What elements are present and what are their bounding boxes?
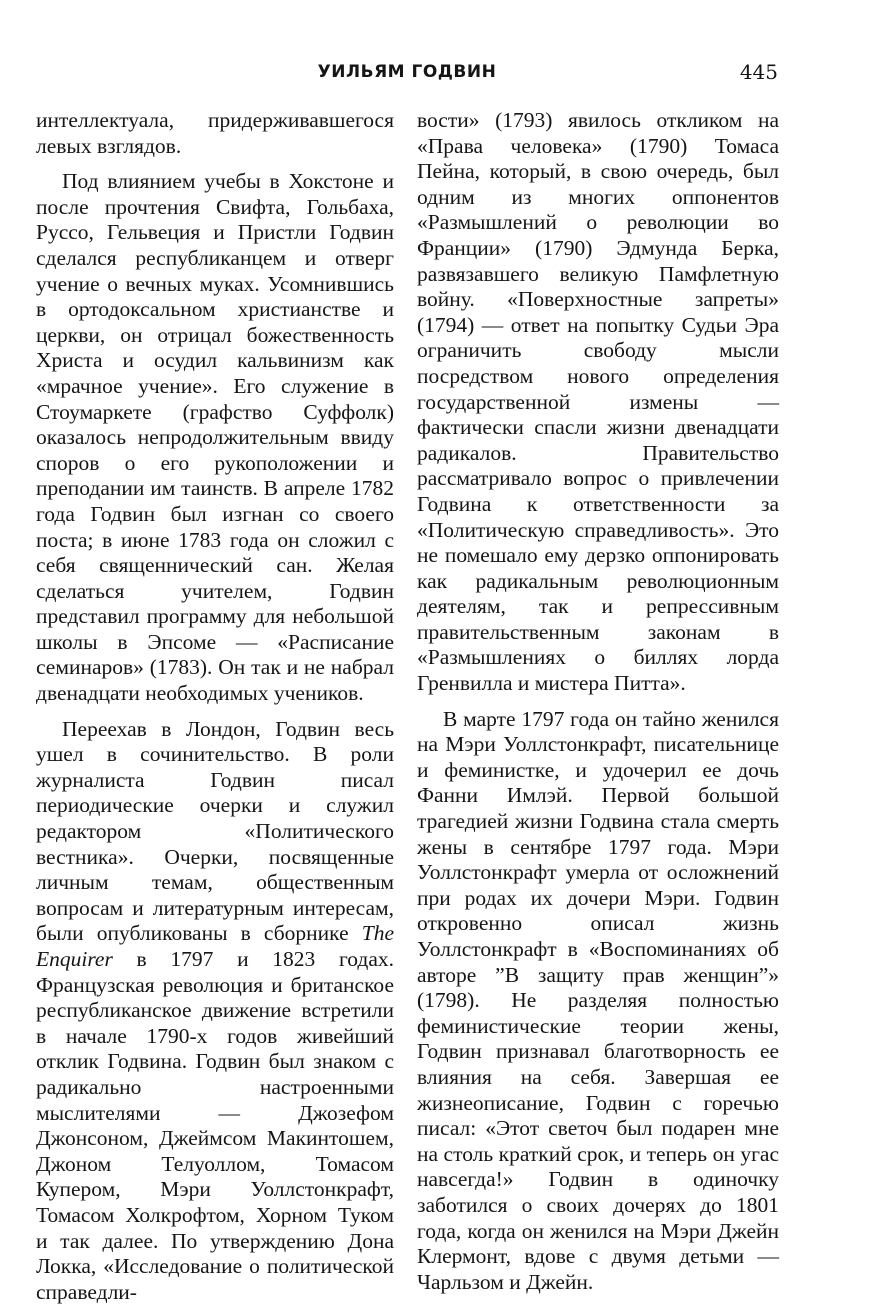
paragraph-education: Под влиянием учебы в Хокстоне и после прочтения Свифта, Гольбаха, Руссо, Гельвеция и Пристли Годвин сделался республиканцем и отверг учение о вечных муках. Усомнившись в ортодоксальном христианстве и церкви, он отрицал божественность Христа и осудил кальвинизм как «мрачное учение». Его служение в Стоумаркете (графство Суффолк) оказалось непродолжительным ввиду споров о его рукоположении и преподании им таинств. В апреле 1782 года Годвин был изгнан со своего поста; в июне 1783 года он сложил с себя священнический сан. Желая сделаться учителем, Годвин представил программу для небольшой школы в Эпсоме — «Расписание семинаров» (1783). Он так и не набрал двенадцати необходимых учеников.: [36, 169, 394, 706]
running-head: [36, 60, 778, 90]
paragraph-political-justice: вости» (1793) явилось откликом на «Права человека» (1790) Томаса Пейна, который, в свою очередь, был одним из многих оппонентов «Размышлений о революции во Франции» (1790) Эдмунда Берка, развязавшего великую Памфлетную войну. «Поверхностные запреты» (1794) — ответ на попытку Судьи Эра ограничить свободу мысли посредством нового определения государственной измены — фактически спасли жизни двенадцати радикалов. Правительство рассматривало вопрос о привлечении Годвина к ответственности за «Политическую справедливость». Это не помешало ему дерзко оппонировать как радикальным революционным деятелям, так и репрессивным правительственным законам в «Размышлениях о биллях лорда Гренвилла и мистера Питта».: [417, 108, 779, 696]
left-column: [36, 108, 394, 1305]
page-number: 445: [739, 60, 778, 84]
paragraph-london-text-b: в 1797 и 1823 годах. Французская революция и британское республиканское движение встретили в начале 1790-х годов живейший отклик Годвина. Годвин был знаком с радикально настроенными мыслителями — Джозефом Джонсоном, Джеймсом Макинтошем, Джоном Телуоллом, Томасом Купером, Мэри Уоллстонкрафт, Томасом Холкрофтом, Хорном Туком и так далее. По утверждению Дона Локка, «Исследование о политической справедли-: [36, 947, 394, 1304]
right-column: [417, 108, 779, 1295]
paragraph-marriage: В марте 1797 года он тайно женился на Мэри Уоллстонкрафт, писательнице и феминистке, и удочерил ее дочь Фанни Имлэй. Первой большой трагедией жизни Годвина стала смерть жены в сентябре 1797 года. Мэри Уоллстонкрафт умерла от осложнений при родах их дочери Мэри. Годвин откровенно описал жизнь Уоллстонкрафт в «Воспоминаниях об авторе ”В защиту прав женщин”» (1798). Не разделяя полностью феминистические теории жены, Годвин признавал благотворность ее влияния на себя. Завершая ее жизнеописание, Годвин с горечью писал: «Этот светоч был подарен мне на столь краткий срок, и теперь он угас навсегда!» Годвин в одиночку заботился о своих дочерях до 1801 года, когда он женился на Мэри Джейн Клермонт, вдове с двумя детьми — Чарльзом и Джейн.: [417, 706, 779, 1294]
running-title: УИЛЬЯМ ГОДВИН: [317, 62, 497, 82]
paragraph-continued: интеллектуала, придерживавшегося левых взглядов.: [36, 108, 394, 158]
book-title-enquirer: The Enquirer: [36, 921, 394, 971]
paragraph-london-text-a: Переехав в Лондон, Годвин весь ушел в сочинительство. В роли журналиста Годвин писал периодические очерки и служил редактором «Политического вестника». Очерки, посвященные личным темам, общественным вопросам и литературным интересам, были опубликованы в сборнике: [36, 716, 394, 946]
paragraph-london: [36, 717, 394, 1305]
